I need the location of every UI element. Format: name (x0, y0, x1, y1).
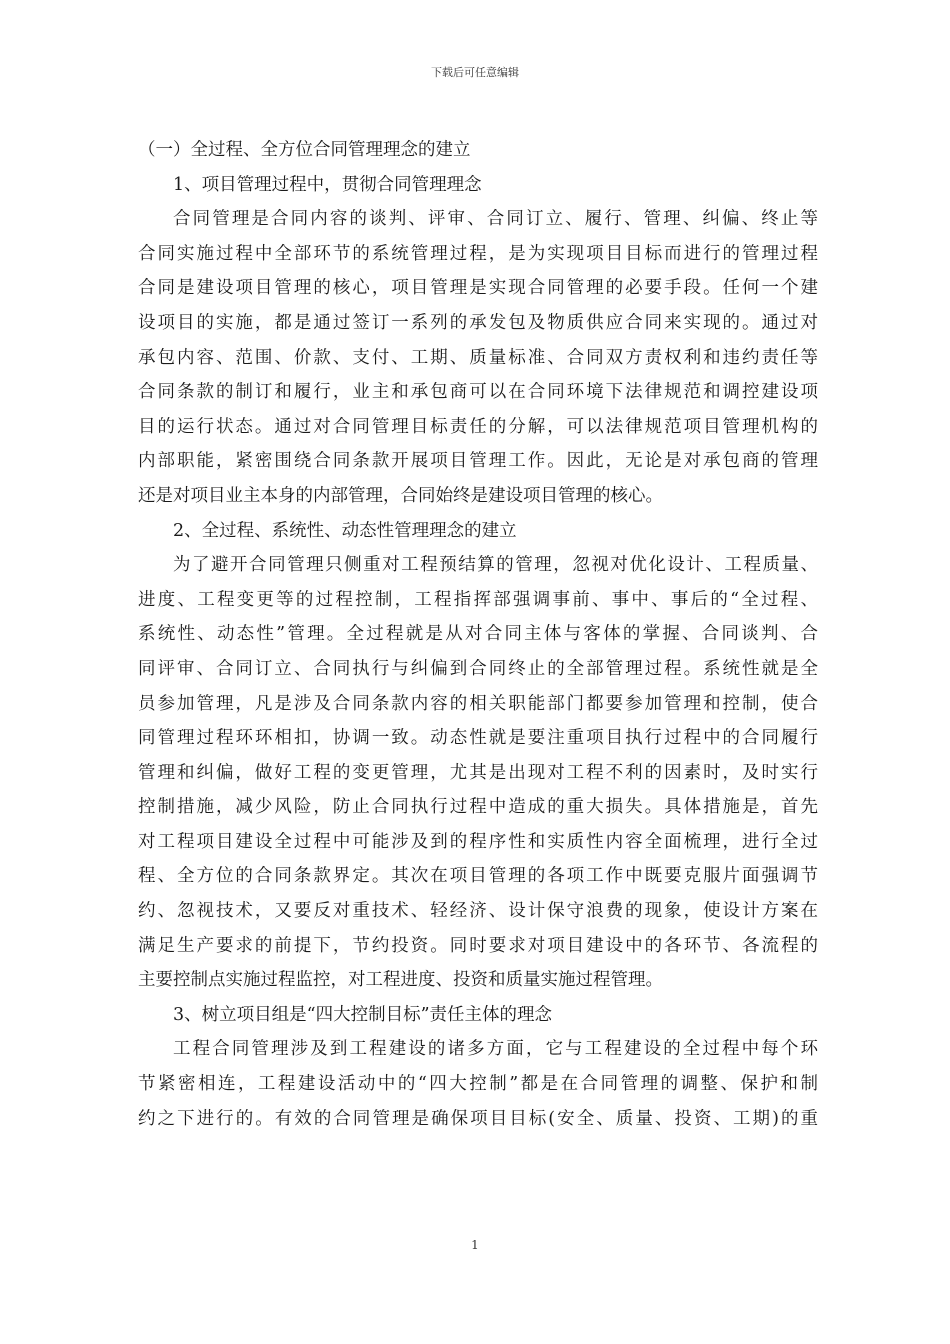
text-line: 工程合同管理涉及到工程建设的诸多方面，它与工程建设的全过程中每个环 (173, 1039, 818, 1060)
text-line: 满足生产要求的前提下，节约投资。同时要求对项目建设中的各环节、各流程的 (138, 935, 818, 956)
text-line: 对工程项目建设全过程中可能涉及到的程序性和实质性内容全面梳理，进行全过 (138, 831, 818, 852)
text-line: 为了避开合同管理只侧重对工程预结算的管理，忽视对优化设计、工程质量、 (173, 555, 818, 576)
text-line: 目的运行状态。通过对合同管理目标责任的分解，可以法律规范项目管理机构的 (138, 416, 818, 437)
text-line: 还是对项目业主本身的内部管理，合同始终是建设项目管理的核心。 (138, 485, 663, 506)
text-line: 同评审、合同订立、合同执行与纠偏到合同终止的全部管理过程。系统性就是全 (138, 658, 818, 679)
text-line: 节紧密相连，工程建设活动中的“四大控制”都是在合同管理的调整、保护和制 (138, 1074, 818, 1095)
text-line: 承包内容、范围、价款、支付、工期、质量标准、合同双方责权利和违约责任等 (138, 347, 818, 368)
page-header: 下载后可任意编辑 (431, 66, 519, 79)
text-line: 合同管理是合同内容的谈判、评审、合同订立、履行、管理、纠偏、终止等 (173, 209, 818, 230)
text-line: 控制措施，减少风险，防止合同执行过程中造成的重大损失。具体措施是，首先 (138, 797, 818, 818)
text-line: （一）全过程、全方位合同管理理念的建立 (138, 140, 471, 160)
text-line: 1、项目管理过程中，贯彻合同管理理念 (173, 174, 482, 195)
text-line: 员参加管理，凡是涉及合同条款内容的相关职能部门都要参加管理和控制，使合 (138, 693, 818, 714)
text-line: 主要控制点实施过程监控，对工程进度、投资和质量实施过程管理。 (138, 970, 663, 991)
text-line: 程、全方位的合同条款界定。其次在项目管理的各项工作中既要克服片面强调节 (138, 866, 818, 887)
text-line: 合同实施过程中全部环节的系统管理过程，是为实现项目目标而进行的管理过程 (138, 243, 818, 264)
text-line: 同管理过程环环相扣，协调一致。动态性就是要注重项目执行过程中的合同履行 (138, 728, 818, 749)
page-number: 1 (471, 1238, 479, 1252)
document-body (138, 133, 818, 1136)
text-line: 2、全过程、系统性、动态性管理理念的建立 (173, 520, 517, 541)
text-line: 约之下进行的。有效的合同管理是确保项目目标(安全、质量、投资、工期)的重 (138, 1108, 818, 1129)
text-line: 合同条款的制订和履行，业主和承包商可以在合同环境下法律规范和调控建设项 (138, 382, 818, 403)
text-line: 管理和纠偏，做好工程的变更管理，尤其是出现对工程不利的因素时，及时实行 (138, 762, 818, 783)
text-line: 3、树立项目组是“四大控制目标”责任主体的理念 (173, 1004, 553, 1025)
text-line: 进度、工程变更等的过程控制，工程指挥部强调事前、事中、事后的“全过程、 (138, 589, 818, 610)
text-line: 设项目的实施，都是通过签订一系列的承发包及物质供应合同来实现的。通过对 (138, 312, 818, 333)
text-line: 约、忽视技术，又要反对重技术、轻经济、设计保守浪费的现象，使设计方案在 (138, 901, 818, 922)
text-line: 内部职能，紧密围绕合同条款开展项目管理工作。因此，无论是对承包商的管理 (138, 451, 818, 472)
text-line: 合同是建设项目管理的核心，项目管理是实现合同管理的必要手段。任何一个建 (138, 278, 818, 299)
text-line: 系统性、动态性”管理。全过程就是从对合同主体与客体的掌握、合同谈判、合 (138, 624, 818, 645)
